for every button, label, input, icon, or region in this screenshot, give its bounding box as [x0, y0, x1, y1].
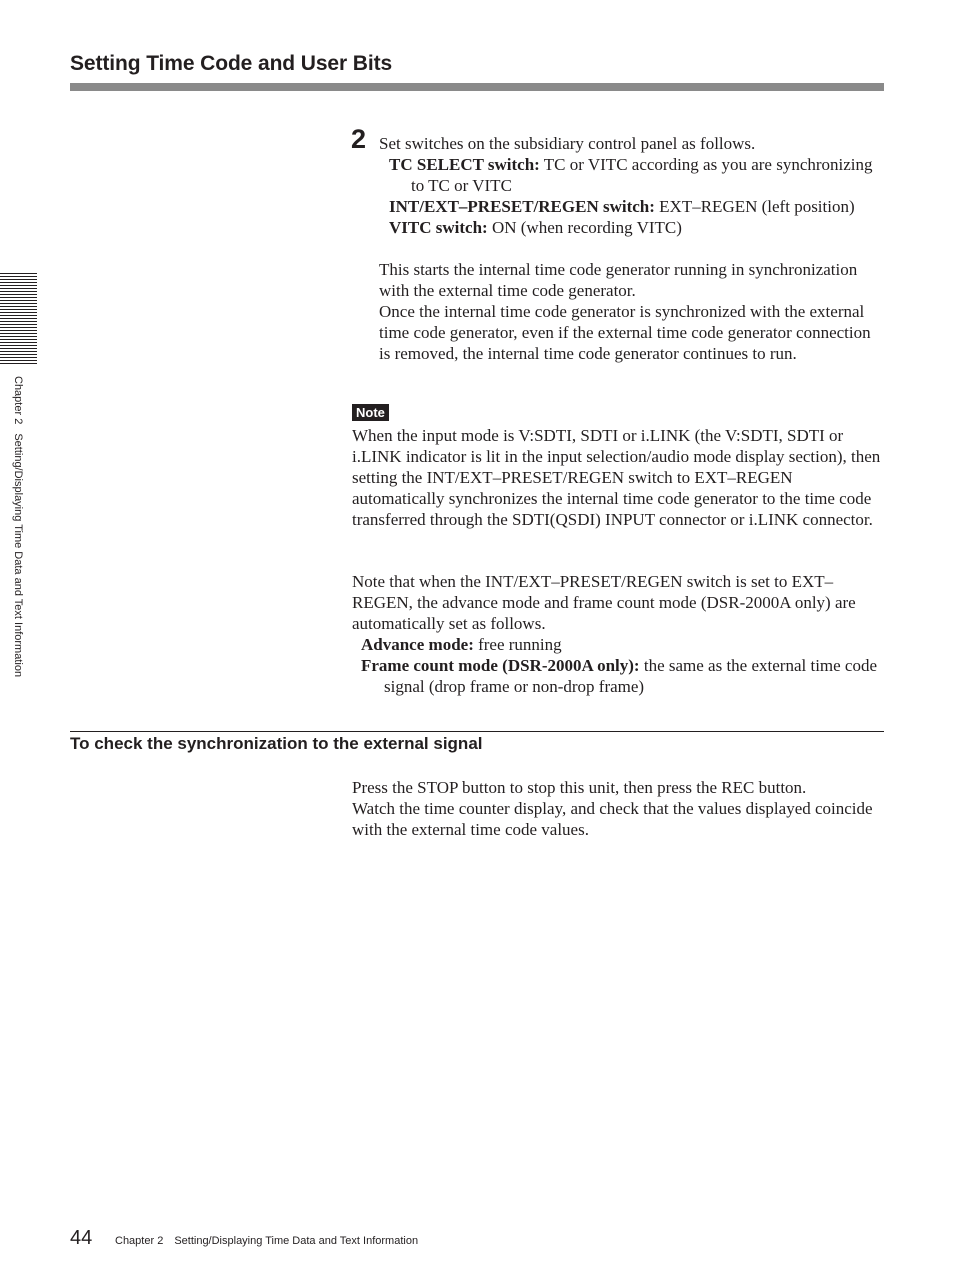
switch-item	[389, 196, 884, 217]
title-rule	[70, 83, 884, 91]
mode-item	[361, 634, 884, 655]
switch-label: TC SELECT switch:	[389, 155, 540, 174]
mode-settings-list	[361, 634, 884, 697]
mode-item	[361, 655, 884, 697]
step-body-paragraph: This starts the internal time code generator running in synchronization with the external time code generator.	[379, 260, 858, 300]
step-number: 2	[351, 124, 367, 154]
side-chapter: Chapter 2	[12, 376, 24, 425]
switch-item	[389, 154, 884, 196]
footer-title: Setting/Displaying Time Data and Text Information	[174, 1235, 419, 1247]
step-body-paragraph: Once the internal time code generator is synchronized with the external time code generator, even if the external time code generator connection is removed, the internal time code generator continues to run.	[379, 302, 871, 363]
section-paragraph: Press the STOP button to stop this unit, then press the REC button.	[352, 778, 807, 797]
section-rule	[70, 731, 884, 732]
switch-value: EXT–REGEN (left position)	[659, 197, 855, 216]
step-body	[379, 259, 884, 364]
switch-settings-list	[389, 154, 884, 238]
switch-label: INT/EXT–PRESET/REGEN switch:	[389, 197, 655, 216]
mode-value: the same as the external time code signal (drop frame or non-drop frame)	[384, 656, 878, 696]
footer-running-title	[115, 1234, 418, 1248]
step-intro: Set switches on the subsidiary control panel as follows.	[379, 134, 756, 153]
section-paragraph: Watch the time counter display, and check that the values displayed coincide with the external time code values.	[352, 799, 873, 839]
switch-value: ON (when recording VITC)	[491, 218, 682, 237]
footer-chapter: Chapter 2	[115, 1235, 164, 1247]
note-paragraph: When the input mode is V:SDTI, SDTI or i.LINK (the V:SDTI, SDTI or i.LINK indicator is lit in the input selection/audio mode display section), then setting the INT/EXT–PRESET/REGEN switch to EXT–REGEN automatically synchronizes the internal time code generator to the time code transferred through the SDTI(QSDI) INPUT connector or i.LINK connector.	[352, 426, 881, 529]
section-heading: To check the synchronization to the external signal	[70, 734, 483, 753]
page-number: 44	[70, 1227, 93, 1249]
note-paragraph: Note that when the INT/EXT–PRESET/REGEN switch is set to EXT–REGEN, the advance mode and frame count mode (DSR-2000A only) are automatically set as follows.	[352, 572, 856, 633]
mode-label: Frame count mode (DSR-2000A only):	[361, 656, 640, 675]
note-badge: Note	[352, 404, 389, 421]
page-title: Setting Time Code and User Bits	[70, 52, 393, 75]
section-body	[352, 777, 884, 840]
switch-item	[389, 217, 884, 238]
chapter-tab-stripes	[0, 273, 37, 365]
switch-value: TC or VITC according as you are synchronizing to TC or VITC	[411, 155, 873, 195]
mode-label: Advance mode:	[361, 635, 474, 654]
chapter-side-label	[12, 376, 24, 677]
switch-label: VITC switch:	[389, 218, 488, 237]
mode-value: free running	[478, 635, 562, 654]
side-chapter-title: Setting/Displaying Time Data and Text Information	[12, 433, 24, 678]
